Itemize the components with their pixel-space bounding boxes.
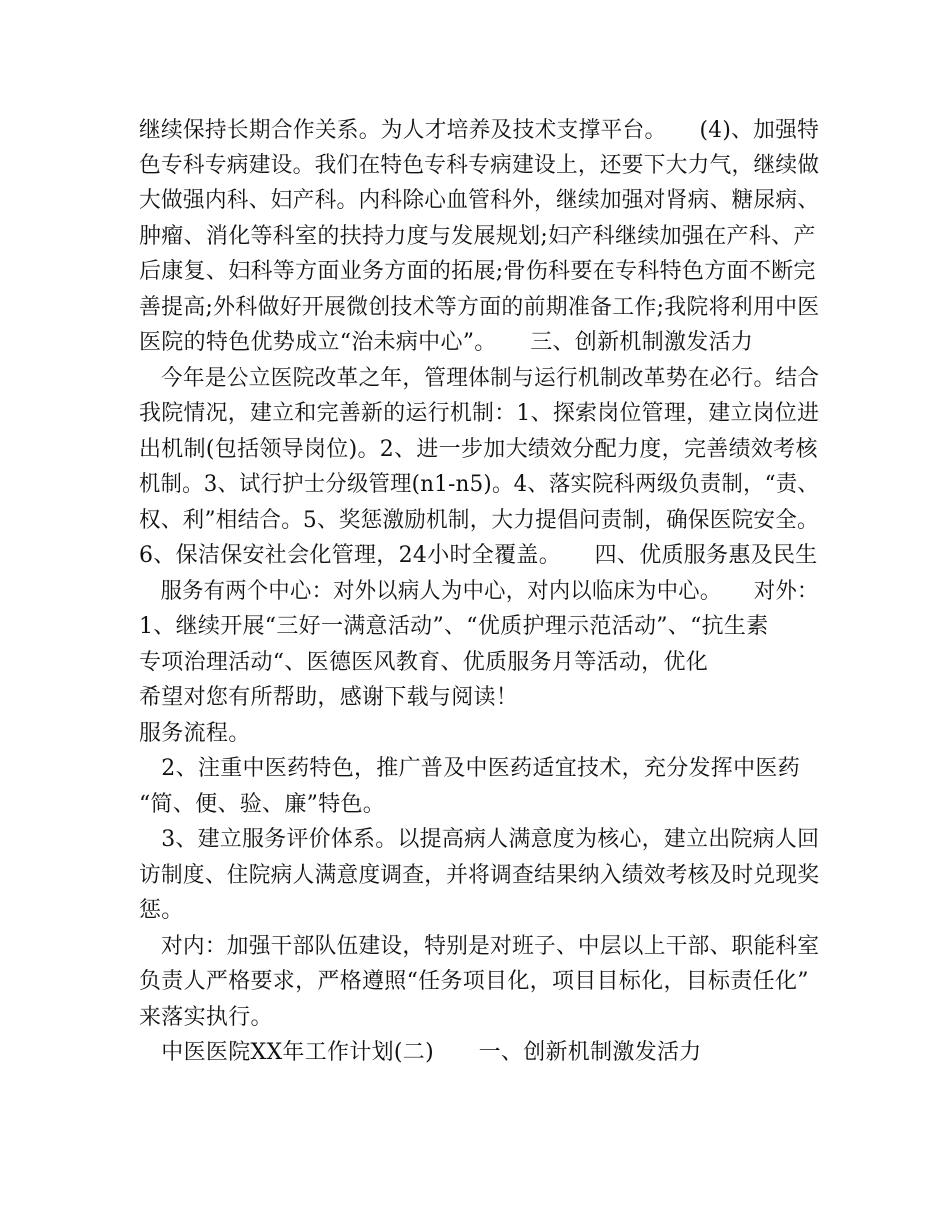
text-line: 继续保持长期合作关系。为人才培养及技术支撑平台。 (4)、加强特	[139, 118, 820, 143]
text-line: 出机制(包括领导岗位)。2、进一步加大绩效分配力度，完善绩效考核	[139, 437, 818, 462]
text-line: 今年是公立医院改革之年，管理体制与运行机制改革势在必行。结合	[139, 366, 820, 391]
text-line: 3、建立服务评价体系。以提高病人满意度为核心，建立出院病人回	[139, 827, 820, 852]
text-line: 肿瘤、消化等科室的扶持力度与发展规划;妇产科继续加强在产科、产	[139, 224, 816, 249]
text-line: 负责人严格要求，严格遵照“任务项目化，项目目标化，目标责任化”	[139, 969, 809, 994]
text-line: 希望对您有所帮助，感谢下载与阅读！	[139, 685, 519, 710]
text-line: 色专科专病建设。我们在特色专科专病建设上，还要下大力气，继续做	[139, 153, 820, 178]
text-line: 惩。	[139, 898, 184, 923]
text-line: 专项治理活动“、医德医风教育、优质服务月等活动，优化	[139, 650, 709, 675]
text-line: 机制。3、试行护士分级管理(n1-n5)。4、落实院科两级负责制，“责、	[139, 472, 819, 497]
text-line: 6、保洁保安社会化管理，24小时全覆盖。 四、优质服务惠及民生	[139, 543, 818, 568]
text-line: 医院的特色优势成立“治未病中心”。 三、创新机制激发活力	[139, 330, 754, 355]
text-line: 中医医院XX年工作计划(二) 一、创新机制激发活力	[139, 1040, 702, 1065]
text-line: “简、便、验、廉”特色。	[139, 792, 386, 817]
text-line: 后康复、妇科等方面业务方面的拓展;骨伤科要在专科特色方面不断完	[139, 259, 816, 284]
text-line: 来落实执行。	[139, 1005, 273, 1030]
text-line: 2、注重中医药特色，推广普及中医药适宜技术，充分发挥中医药	[139, 756, 800, 781]
text-line: 1、继续开展“三好一满意活动”、“优质护理示范活动”、“抗生素	[139, 614, 769, 639]
text-line: 对内：加强干部队伍建设，特别是对班子、中层以上干部、职能科室	[139, 934, 820, 959]
text-line: 权、利”相结合。5、奖惩激励机制，大力提倡问责制，确保医院安全。	[139, 508, 819, 533]
text-line: 善提高;外科做好开展微创技术等方面的前期准备工作;我院将利用中医	[139, 295, 820, 320]
text-line: 服务有两个中心：对外以病人为中心，对内以临床为中心。 对外：	[139, 579, 819, 604]
text-line: 访制度、住院病人满意度调查，并将调查结果纳入绩效考核及时兑现奖	[139, 863, 820, 888]
text-line: 我院情况，建立和完善新的运行机制：1、探索岗位管理，建立岗位进	[139, 401, 820, 426]
text-line: 服务流程。	[139, 721, 251, 746]
text-line: 大做强内科、妇产科。内科除心血管科外，继续加强对肾病、糖尿病、	[139, 188, 820, 213]
